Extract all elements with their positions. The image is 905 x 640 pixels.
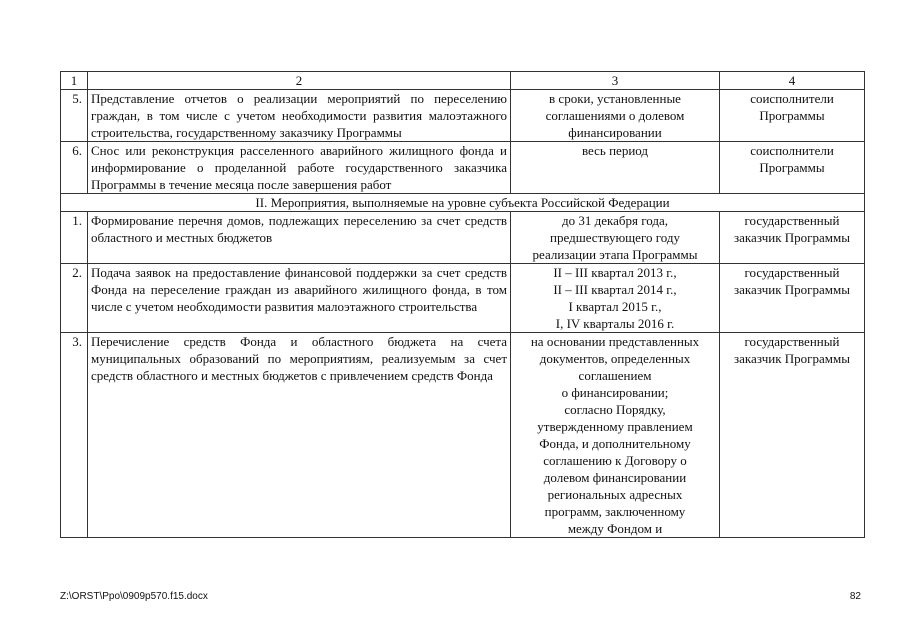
activity-text: Подача заявок на предоставление финансовой поддержки за счет средств Фонда на переселение граждан из аварийного жилищного фонда, в том числе с учетом необходимости развития малоэтажного строительства	[88, 264, 511, 333]
row-number: 3.	[61, 333, 88, 538]
row-number: 2.	[61, 264, 88, 333]
activity-text: Снос или реконструкция расселенного аварийного жилищного фонда и информирование о проделанной работе государственного заказчика Программы в течение месяца после завершения работ	[88, 142, 511, 194]
activity-executor: соисполнители Программы	[720, 142, 865, 194]
row-number: 1.	[61, 212, 88, 264]
row-number: 6.	[61, 142, 88, 194]
header-col-3: 3	[511, 72, 720, 90]
table-row	[61, 90, 865, 142]
activity-executor: соисполнители Программы	[720, 90, 865, 142]
activity-text: Представление отчетов о реализации мероприятий по переселению граждан, в том числе с учетом необходимости развития малоэтажного строительства, государственному заказчику Программы	[88, 90, 511, 142]
footer-page-number: 82	[849, 591, 861, 602]
header-col-1: 1	[61, 72, 88, 90]
activity-executor: государственный заказчик Программы	[720, 333, 865, 538]
table-header-row	[61, 72, 865, 90]
footer-file-path: Z:\ORST\Ppo\0909p570.f15.docx	[60, 591, 208, 602]
table-row	[61, 264, 865, 333]
row-number: 5.	[61, 90, 88, 142]
activity-term: II – III квартал 2013 г., II – III квартал 2014 г., I квартал 2015 г., I, IV кварталы 2016 г.	[511, 264, 720, 333]
header-col-4: 4	[720, 72, 865, 90]
table-row	[61, 142, 865, 194]
table-row	[61, 212, 865, 264]
activity-text: Перечисление средств Фонда и областного бюджета на счета муниципальных образований по мероприятиям, реализуемым за счет средств областного и местных бюджетов с привлечением средств Фонда	[88, 333, 511, 538]
section-title: II. Мероприятия, выполняемые на уровне субъекта Российской Федерации	[61, 194, 865, 212]
table-row	[61, 333, 865, 538]
activity-term: на основании представленных документов, определенных соглашением о финансировании; согласно Порядку, утвержденному правлением Фонда, и дополнительному соглашению к Договору о долевом финансировании региональных адресных программ, заключенному между Фондом и	[511, 333, 720, 538]
section-row	[61, 194, 865, 212]
activity-executor: государственный заказчик Программы	[720, 212, 865, 264]
program-activities-table	[60, 71, 865, 538]
activity-text: Формирование перечня домов, подлежащих переселению за счет средств областного и местных бюджетов	[88, 212, 511, 264]
activity-executor: государственный заказчик Программы	[720, 264, 865, 333]
activity-term: весь период	[511, 142, 720, 194]
activity-term: до 31 декабря года, предшествующего году реализации этапа Программы	[511, 212, 720, 264]
activity-term: в сроки, установленные соглашениями о долевом финансировании	[511, 90, 720, 142]
header-col-2: 2	[88, 72, 511, 90]
